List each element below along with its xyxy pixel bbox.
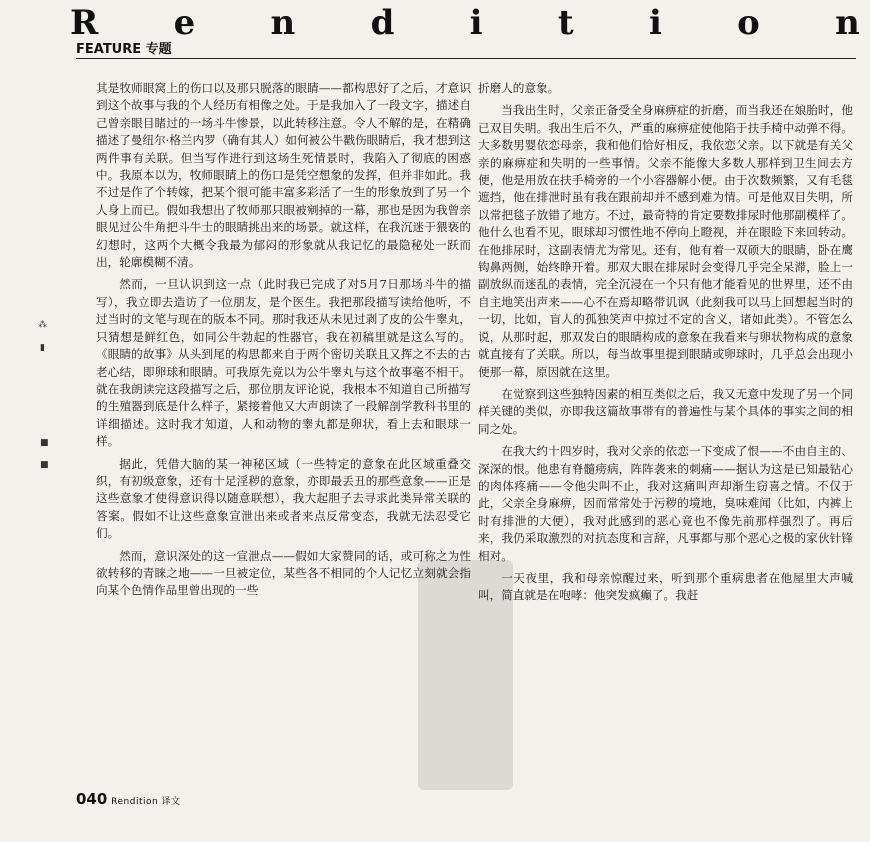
paragraph: 在我大约十四岁时，我对父亲的依恋一下变成了恨——不由自主的、深深的恨。他患有脊髓痨病，阵阵袭来的刺痛——据认为这是已知最钻心的肉体疼痛——令他尖叫不止，我对这痛叫声却渐生窃喜之情。不仅于此，父亲全身麻痹，因而常常处于污秽的境地，臭味难闻（比如，内裤上时有排泄的大便），我对此感到的恶心竟也不像先前那样强烈了。再后来，我仍采取激烈的对抗态度和言辞，凡事都与那个恶心之极的家伙针锋相对。 xyxy=(478,444,853,563)
margin-mark: ▮ xyxy=(40,343,45,353)
page-number: 040 xyxy=(76,790,108,808)
paragraph: 一天夜里，我和母亲惊醒过来，听到那个重病患者在他屋里大声喊叫，简直就是在咆哮：他突发疯癫了。我赶 xyxy=(478,570,853,603)
masthead-letter: d xyxy=(370,3,395,43)
footer-brand: Rendition 译文 xyxy=(111,797,181,807)
masthead-letter: n xyxy=(270,3,296,43)
masthead-letter: R xyxy=(70,3,99,43)
masthead-letter: n xyxy=(835,3,860,43)
masthead-letter: i xyxy=(469,3,483,43)
masthead-letter: t xyxy=(557,3,574,43)
paragraph: 然而，一旦认识到这一点（此时我已完成了对5月7日那场斗牛的描写），我立即去造访了一位朋友，是个医生。我把那段描写读给他听，不过当时的文笔与现在的版本不同。那时我还从未见过剥了皮的公牛睾丸，只猜想是鲜红色，如同公牛勃起的性器官，我在初稿里就是这么写的。《眼睛的故事》从头到尾的构思都来自于两个密切关联且又挥之不去的古老心结，即卵球和眼睛。可我原先竟以为公牛睾丸与这个故事毫不相干。就在我朗读完这段描写之后，那位朋友评论说，我根本不知道自己所描写的生殖器到底是什么样子，紧接着他又大声朗读了一段解剖学教科书里的详细描述。这时我才知道，人和动物的睾丸都是卵状，看上去和眼球一样。 xyxy=(96,277,471,449)
masthead-title xyxy=(70,4,860,42)
section-label: FEATURE 专题 xyxy=(76,42,172,57)
paragraph: 在觉察到这些独特因素的相互类似之后，我又无意中发现了另一个同样关键的类似，亦即我这篇故事带有的普遍性与某个具体的事实之间的相同之处。 xyxy=(478,386,853,436)
header-rule xyxy=(76,58,856,59)
masthead-letter: o xyxy=(737,3,760,43)
masthead-letter: e xyxy=(173,3,196,43)
paragraph: 据此，凭借大脑的某一神秘区域（一些特定的意象在此区域重叠交织，有初级意象，还有十足淫秽的意象，亦即最丢丑的那些意象——正是这些意象才使得意识得以随意联想），我大起胆子去寻求此类异常关联的答案。假如不让这些意象宣泄出来或者来点反常变态，我就无法忍受它们。 xyxy=(96,456,471,541)
paragraph: 折磨人的意象。 xyxy=(478,81,560,95)
masthead-letter: i xyxy=(648,3,662,43)
paragraph: 其是牧师眼窝上的伤口以及那只脱落的眼睛——都构思好了之后，才意识到这个故事与我的个人经历有相像之处。于是我加入了一段文字，描述自己曾亲眼目睹过的一场斗牛惨景，以此转移注意。令人不解的是，在精确描述了曼纽尔·格兰内罗（确有其人）如何被公牛戳伤眼睛后，我才想到这两件事有关联。但当写作进行到这场生死情景时，我陷入了彻底的困惑中。我原本以为，牧师眼睛上的伤口是凭空想象的发挥，但并非如此。我不过是作了个转嫁，把某个很可能丰富多彩活了一生的形象放到了另一个人身上而已。假如我想出了牧师那只眼被剜掉的一幕，那也是因为我曾亲眼见过公牛角把斗牛士的眼睛挑出来的场景。就这样，在我沉迷于猥亵的幻想时，这两个大概令我最为郁闷的形象就从我记忆的最隐秘处一跃而出，轮廓模糊不清。 xyxy=(96,81,471,270)
margin-mark: ■ xyxy=(40,460,49,470)
margin-mark: ⁂ xyxy=(38,320,47,330)
paragraph: 当我出生时，父亲正备受全身麻痹症的折磨，而当我还在娘胎时，他已双目失明。我出生后不久，严重的麻痹症使他陷于扶手椅中动弹不得。大多数男婴依恋母亲，我和他们恰好相反，我依恋父亲。以下就是有关父亲的麻痹症和失明的一些事情。父亲不能像大多数人那样到卫生间去方便，他是用放在扶手椅旁的一个小容器解小便。由于次数频繁，又有毛毯遮挡，他在排泄时虽有我在跟前却并不感到难为情。可是他双目失明，所以常把毯子放错了地方。不过，最奇特的肯定要数排尿时他那副模样了。他什么也看不见，眼球却习惯性地不停向上瞪视，并在眼睑下来回转动。在他排尿时，这副表情尤为常见。还有，他有着一双硕大的眼睛，卧在鹰钩鼻两侧，始终睁开着。那双大眼在排尿时会变得几乎完全呆滞，脸上一副放纵而迷乱的表情，完全沉浸在一个只有他才能看见的世界里，还不由自主地笑出声来——心不在焉却略带讥讽（此刻我可以马上回想起当时的一切，比如，盲人的孤独笑声中掠过不定的含义，诸如此类）。不管怎么说，从那时起，那双发白的眼睛构成的意象在我看来与卵状物构成的意象就直接有了关联。所以，每当故事里提到眼睛或卵球时，几乎总会出现小便那一幕，原因就在这里。 xyxy=(478,103,853,379)
paragraph: 然而，意识深处的这一宣泄点——假如大家赞同的话，或可称之为性欲转移的青睐之地——一旦被定位，某些各不相同的个人记忆立刻就会指向某个色情作品里曾出现的一些 xyxy=(96,548,471,598)
margin-mark: ■ xyxy=(40,438,49,448)
article-column-right xyxy=(478,80,853,780)
page-footer xyxy=(76,790,181,808)
article-column-left xyxy=(96,80,471,780)
